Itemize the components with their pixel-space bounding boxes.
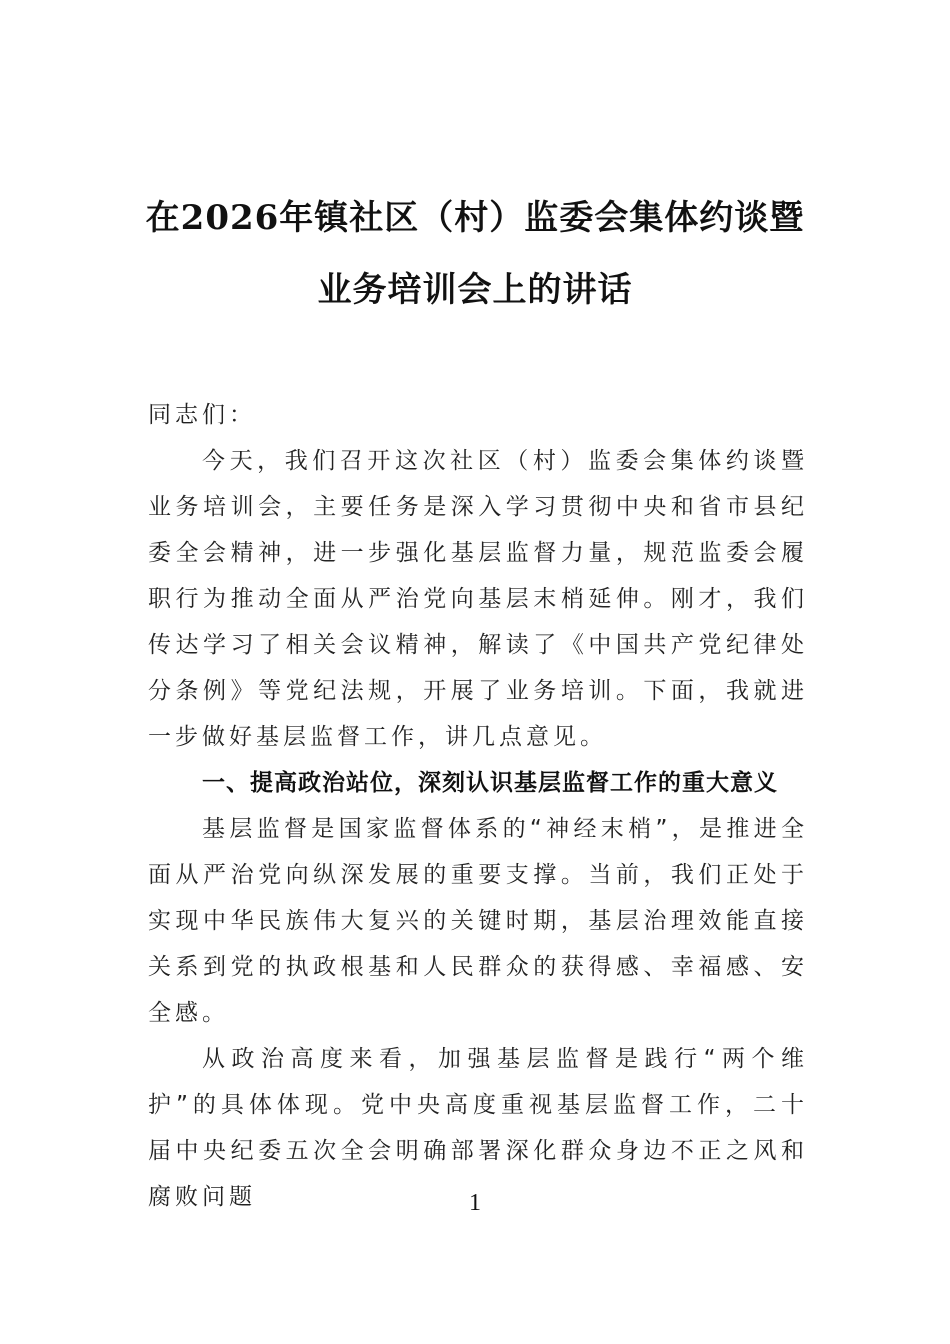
page-number: 1 bbox=[469, 1190, 481, 1216]
document-title-line-2: 业务培训会上的讲话 bbox=[317, 270, 633, 310]
section-heading-1: 一、提高政治站位，深刻认识基层监督工作的重大意义 bbox=[202, 770, 778, 796]
paragraph-intro: 今天，我们召开这次社区（村）监委会集体约谈暨业务培训会，主要任务是深入学习贯彻中央和省市县纪委全会精神，进一步强化基层监督力量，规范监委会履职行为推动全面从严治党向基层末梢延伸。刚才，我们传达学习了相关会议精神，解读了《中国共产党纪律处分条例》等党纪法规，开展了业务培训。下面，我就进一步做好基层监督工作，讲几点意见。 bbox=[148, 448, 808, 750]
paragraph-political-height: 从政治高度来看，加强基层监督是践行“两个维护”的具体体现。党中央高度重视基层监督工作，二十届中央纪委五次全会明确部署深化群众身边不正之风和腐败问题 bbox=[148, 1046, 808, 1210]
paragraph-significance: 基层监督是国家监督体系的“神经末梢”，是推进全面从严治党向纵深发展的重要支撑。当前，我们正处于实现中华民族伟大复兴的关键时期，基层治理效能直接关系到党的执政根基和人民群众的获得感、幸福感、安全感。 bbox=[148, 816, 808, 1026]
salutation: 同志们： bbox=[148, 402, 256, 428]
document-body bbox=[148, 392, 808, 1220]
document-title-line-1: 在2026年镇社区（村）监委会集体约谈暨 bbox=[145, 198, 805, 238]
